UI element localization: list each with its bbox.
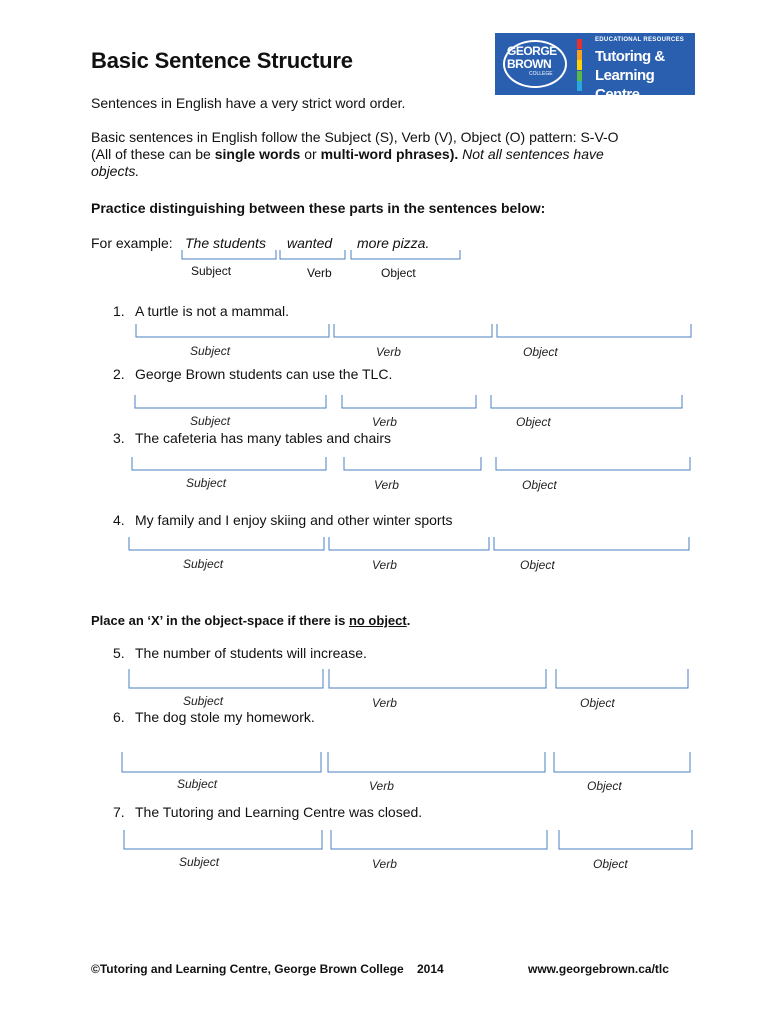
sentence-item-1: 1. A turtle is not a mammal.	[113, 303, 290, 319]
intro-line-4: objects.	[91, 163, 140, 179]
item-7-object-blank	[559, 830, 692, 849]
example-subject-bracket	[182, 250, 276, 259]
sentence-item-6: 6. The dog stole my homework.	[113, 709, 315, 725]
item-4-subject-label: Subject	[183, 557, 224, 571]
item-6-verb-label: Verb	[369, 779, 394, 793]
footer-copyright: ©Tutoring and Learning Centre, George Brown College 2014	[91, 962, 444, 976]
example-verb-bracket	[280, 250, 345, 259]
sentence-item-7: 7. The Tutoring and Learning Centre was closed.	[113, 804, 423, 820]
logo-name: Tutoring & Learning Centre	[595, 48, 665, 103]
item-1-subject-blank	[136, 324, 329, 337]
sentence-item-3: 3. The cafeteria has many tables and chairs	[113, 430, 392, 446]
item-4-object-blank	[494, 537, 689, 550]
logo-top-line: EDUCATIONAL RESOURCES	[595, 37, 685, 43]
intro-line-2: Basic sentences in English follow the Subject (S), Verb (V), Object (O) pattern: S-V-O	[91, 129, 619, 145]
no-object-instruction: Place an ‘X’ in the object-space if there is no object.	[91, 613, 411, 628]
intro-line-3: (All of these can be single words or multi-word phrases). Not all sentences have	[91, 146, 604, 162]
item-4-verb-label: Verb	[372, 558, 397, 572]
sentence-item-4: 4. My family and I enjoy skiing and other winter sports	[113, 512, 453, 528]
item-5-object-label: Object	[580, 696, 615, 710]
example-verb: wanted	[287, 235, 333, 251]
item-1-subject-label: Subject	[190, 344, 231, 358]
item-6-object-blank	[554, 752, 690, 772]
item-3-verb-label: Verb	[374, 478, 399, 492]
item-4-subject-blank	[129, 537, 324, 550]
intro-line-1: Sentences in English have a very strict word order.	[91, 95, 406, 111]
example-verb-label: Verb	[307, 266, 332, 280]
item-4-verb-blank	[329, 537, 489, 550]
item-3-subject-blank	[132, 457, 326, 470]
sentence-item-5: 5. The number of students will increase.	[113, 645, 367, 661]
item-1-object-blank	[497, 324, 691, 337]
item-6-verb-blank	[328, 752, 545, 772]
item-7-subject-blank	[124, 830, 322, 849]
item-5-verb-blank	[329, 669, 546, 688]
example-subject-label: Subject	[191, 264, 232, 278]
sentence-item-2: 2. George Brown students can use the TLC.	[113, 366, 393, 382]
item-1-verb-blank	[334, 324, 492, 337]
item-4-object-label: Object	[520, 558, 555, 572]
example-object-bracket	[351, 250, 460, 259]
logo-college-word: COLLEGE	[529, 71, 553, 77]
item-2-verb-blank	[342, 395, 476, 408]
example-object: more pizza.	[357, 235, 430, 251]
item-5-subject-label: Subject	[183, 694, 224, 708]
item-7-subject-label: Subject	[179, 855, 220, 869]
item-7-verb-label: Verb	[372, 857, 397, 871]
page-title: Basic Sentence Structure	[91, 48, 353, 73]
example-subject: The students	[185, 235, 266, 251]
footer-website-link[interactable]: www.georgebrown.ca/tlc	[528, 962, 669, 976]
item-2-object-blank	[491, 395, 682, 408]
item-5-subject-blank	[129, 669, 323, 688]
item-3-subject-label: Subject	[186, 476, 227, 490]
item-2-subject-label: Subject	[190, 414, 231, 428]
item-3-verb-blank	[344, 457, 481, 470]
example-prefix: For example:	[91, 235, 173, 251]
item-6-subject-blank	[122, 752, 321, 772]
item-5-object-blank	[556, 669, 688, 688]
example-object-label: Object	[381, 266, 416, 280]
practice-heading: Practice distinguishing between these parts in the sentences below:	[91, 200, 546, 216]
item-6-subject-label: Subject	[177, 777, 218, 791]
item-2-object-label: Object	[516, 415, 551, 429]
item-1-object-label: Object	[523, 345, 558, 359]
item-5-verb-label: Verb	[372, 696, 397, 710]
item-2-subject-blank	[135, 395, 326, 408]
item-3-object-label: Object	[522, 478, 557, 492]
item-7-verb-blank	[331, 830, 547, 849]
item-3-object-blank	[496, 457, 690, 470]
item-1-verb-label: Verb	[376, 345, 401, 359]
logo-college-name: GEORGE BROWN	[507, 44, 557, 71]
item-2-verb-label: Verb	[372, 415, 397, 429]
item-7-object-label: Object	[593, 857, 628, 871]
item-6-object-label: Object	[587, 779, 622, 793]
